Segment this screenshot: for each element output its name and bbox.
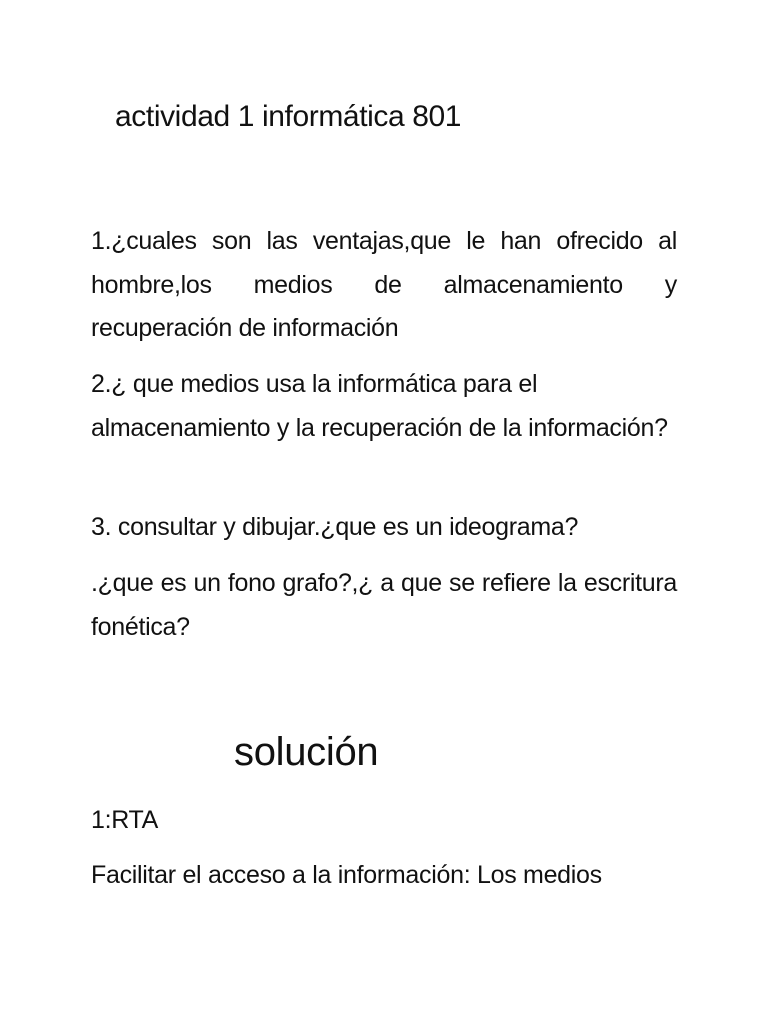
question-3: 3. consultar y dibujar.¿que es un ideograma? — [91, 513, 579, 541]
question-1: 1.¿cuales son las ventajas,que le han ofrecido al hombre,los medios de almacenamiento y recuperación de información — [91, 227, 677, 342]
answer-text: Facilitar el acceso a la información: Los medios — [91, 861, 602, 889]
document-title: actividad 1 informática 801 — [115, 100, 462, 133]
answer-label: 1:RTA — [91, 806, 159, 834]
question-4: .¿que es un fono grafo?,¿ a que se refiere la escritura fonética? — [91, 569, 677, 641]
solution-heading: solución — [234, 730, 379, 774]
question-2: 2.¿ que medios usa la informática para el almacenamiento y la recuperación de la información? — [91, 370, 668, 442]
